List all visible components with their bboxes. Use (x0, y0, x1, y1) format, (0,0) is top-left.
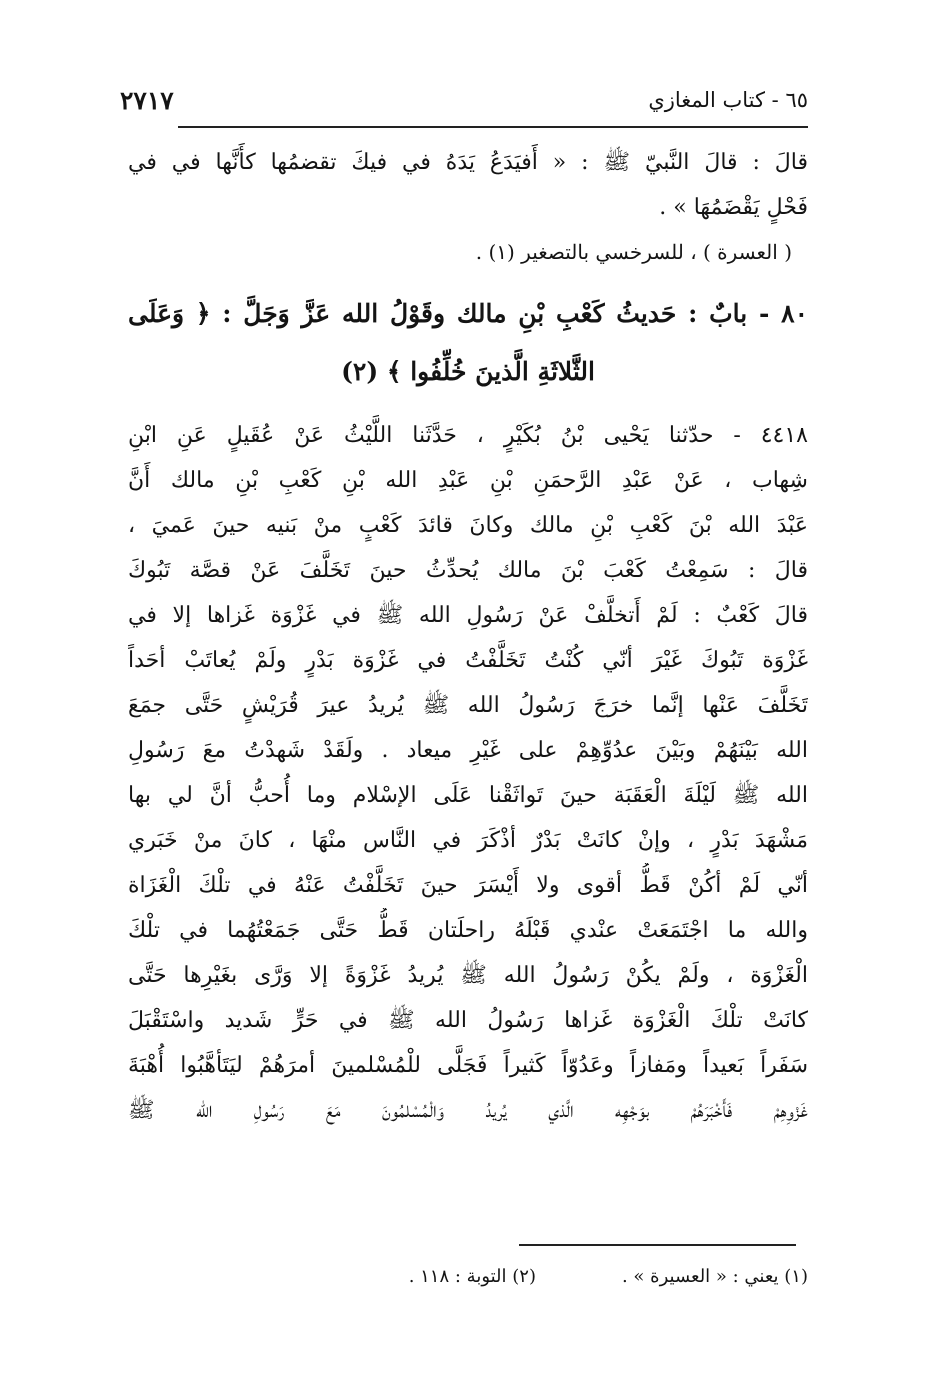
footnote-rule (519, 1244, 796, 1246)
footnotes (270, 1266, 808, 1296)
hadith-line: كانَتْ تلْكَ الْغَزْوَة غَزاها رَسُولُ الله ﷺ في حَرٍّ شَديد واسْتَقْبَلَ (128, 1008, 808, 1033)
chapter-heading (128, 285, 808, 401)
hadith-line: مَشْهَدَ بَدْرٍ ، وإنْ كانَتْ بَدْرٌ أذْكَرَ في النَّاس منْهَا ، كانَ منْ خَبَري (128, 828, 808, 853)
glossary-note: ( العسرة ) ، للسرخسي بالتصغير (١) . (475, 240, 792, 264)
hadith-line: ٤٤١٨ - حدّثنا يَحْيى بْنُ بُكَيْرٍ ، حَدَّثَنا اللَّيْثُ عَنْ عُقَيلٍ عَنِ ابْنِ (128, 423, 808, 448)
page-header (120, 80, 808, 124)
hadith-line: قالَ : سَمِعْتُ كَعْبَ بْنَ مالك يُحدِّثُ حينَ تَخَلَّفَ عَنْ قصَّة تَبُوكَ (128, 558, 808, 583)
hadith-line: أنّي لَمْ أكُنْ قَطُّ أقوى ولا أَيْسَرَ حينَ تَخَلَّفْتُ عَنْهُ في تلْكَ الْغَزَاة (128, 873, 808, 898)
heading-line: الثَّلاثَةِ الَّذينَ خُلِّفُوا ﴾ (٢) (341, 357, 595, 386)
running-title: ٦٥ - كتاب المغازي (648, 88, 808, 112)
hadith-line: والله ما اجْتَمَعَتْ عنْدي قَبْلَهُ راحلَتان قَطُّ حَتَّى جَمَعْتُهُما في تلْكَ (128, 918, 808, 943)
spacer (128, 401, 808, 413)
hadith-line: الله بَيْنَهُمْ وبَيْنَ عدُوِّهِمْ على غَيْرِ ميعاد . ولَقَدْ شَهدْتُ معَ رَسُولِ (128, 738, 808, 763)
heading-line: ٨٠ - بابٌ : حَديثُ كَعْبِ بْنِ مالك وقَوْلُ الله عَزَّ وَجَلَّ : ﴿ وَعَلَى (128, 299, 808, 328)
hadith-line: غَزْوِهِمْ فَأَخْبَرَهُمْ بوَجْهِه الَّذي يُريدُ وَالْمُسْلمُونَ مَعَ رَسُولِ الله ﷺ (128, 1098, 808, 1123)
text-line: فَحْلٍ يَقْضَمُهَا » . (659, 195, 808, 220)
main-text (128, 140, 808, 1133)
hadith-line: الْغَزْوَة ، ولَمْ يكُنْ رَسُولُ الله ﷺ يُريدُ غَزْوَةً إلا وَرَّى بغَيْرِها حَتَّى (128, 963, 808, 988)
hadith-line: الله ﷺ لَيْلَةَ الْعَقَبَة حينَ تَواثَقْنا عَلَى الإسْلام وما أُحبُّ أنَّ لي بها (128, 783, 808, 808)
hadith-line: تَخَلَّفَ عَنْها إنَّما خرَجَ رَسُولُ الله ﷺ يُريدُ عيرَ قُرَيْشٍ حَتَّى جمَعَ (128, 693, 808, 718)
footnote-1: (١) يعني : « العسيرة » . (621, 1266, 808, 1287)
hadith-line: سَفَراً بَعيداً ومَفازاً وعَدُوّاً كَثيراً فَجَلَّى للْمُسْلمينَ أمرَهُمْ ليَتَأهَّبُوا أُهْبَةَ (128, 1053, 808, 1078)
text-line: قالَ : قالَ النَّبيّ ﷺ : « أَفيَدَعُ يَدَهُ في فيكَ تقضمُها كأَنَّها في في (128, 150, 808, 175)
hadith-line: عَبْدَ الله بْنَ كَعْبِ بْنِ مالك وكانَ قائدَ كَعْبٍ منْ بَنيه حينَ عَميَ ، (128, 513, 808, 538)
footnote-2: (٢) التوبة : ١١٨ . (408, 1266, 536, 1287)
header-rule (178, 126, 808, 128)
hadith-line: غَزْوَة تَبُوكَ غَيْرَ أنّي كُنْتُ تَخَلَّفْتُ في غَزْوَة بَدْرٍ ولَمْ يُعاتَبْ أحَداً (128, 648, 808, 673)
hadith-line: شِهاب ، عَنْ عَبْدِ الرَّحمَنِ بْنِ عَبْدِ الله بْنِ كَعْبِ بْنِ مالك أَنَّ (128, 468, 808, 493)
page-number: ٢٧١٧ (120, 86, 174, 115)
hadith-line: قالَ كَعْبٌ : لَمْ أَتخلَّفْ عَنْ رَسُولِ الله ﷺ في غَزْوَة غَزاها إلا في (128, 603, 808, 628)
